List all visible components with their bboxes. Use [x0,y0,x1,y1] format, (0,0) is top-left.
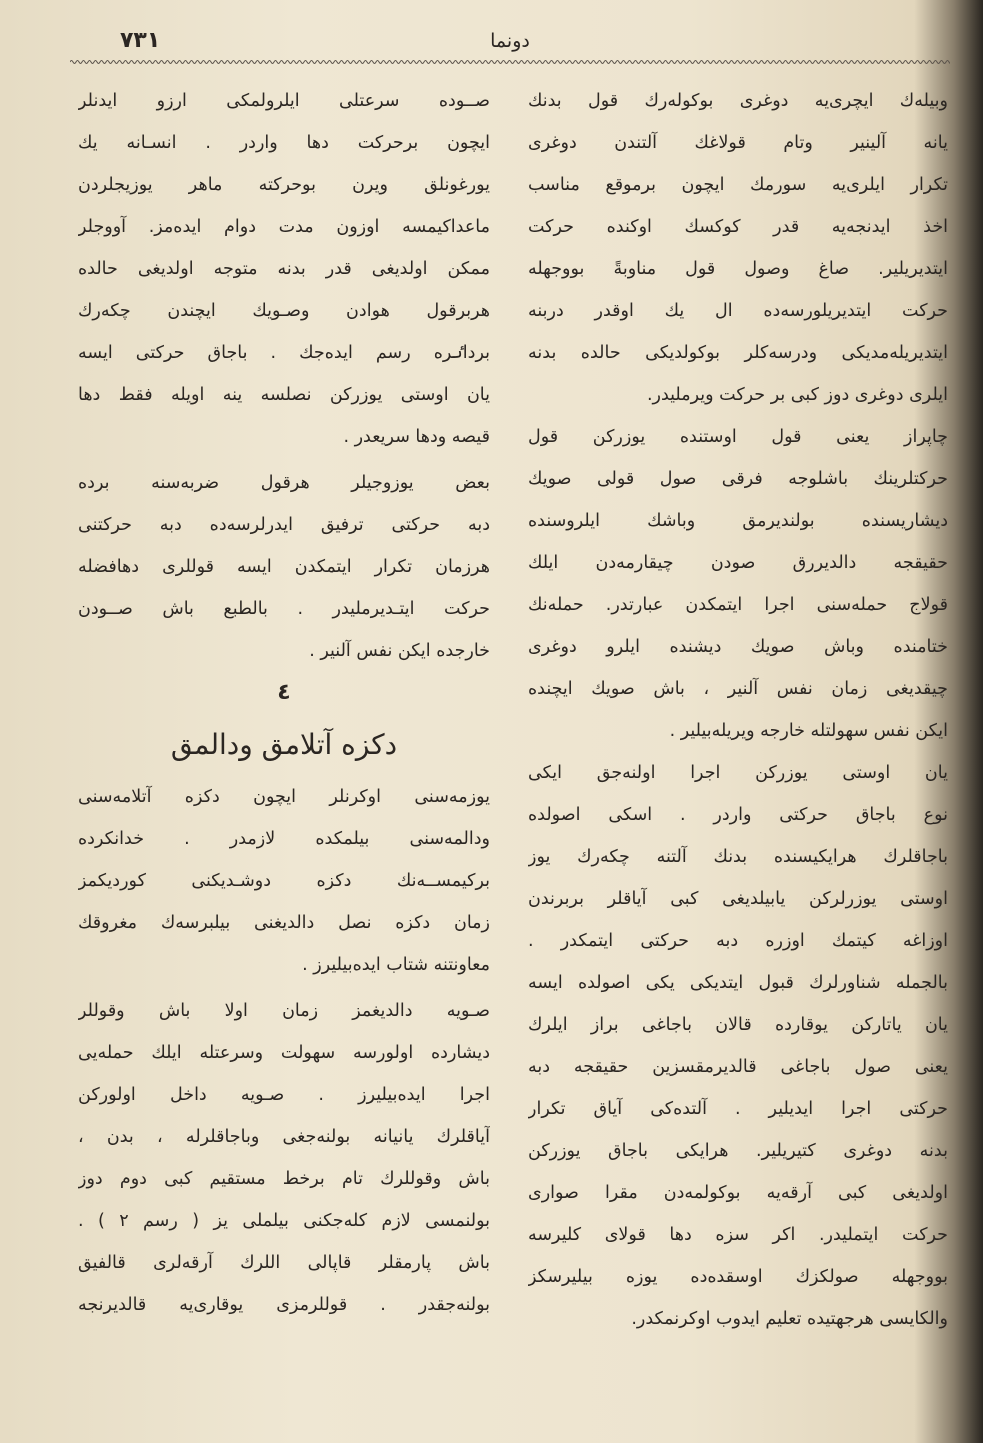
text-line: ايلرى دوغرى دوز كبى بر حركت ويرمليدر. [646,385,948,405]
text-line: معاونتنه شتاب ايده‌بيليرز . [302,955,490,975]
text-line: اوستى يوزرلركن يابيلديغى كبى آياقلر بربرندن [528,889,948,909]
text-line: هرزمان تكرار ايتمكدن ايسه قوللرى دهافضله [78,557,490,577]
text-line: برداٸره رسم ايده‌جك . باجاق حركتى ايسه [78,343,490,363]
text-line: آياقلرك يانيانه بولنه‌جغى وباجاقلرله ، بدن ، [78,1127,490,1147]
page-number: ۷۳۱ [120,28,161,53]
text-line: قولاج حمله‌سنى اجرا ايتمكدن عبارتدر. حمله‌نك [528,595,948,615]
section-heading: دكزه آتلامق ودالمق [170,728,398,761]
text-line: حقيقجه دالديررق صودن چيقارمه‌دن ايلك [528,553,948,573]
text-line: يوزمه‌سنى اوكرنلر ايچون دكزه آتلامه‌سنى [78,787,490,807]
text-line: حركت ايتديريلورسه‌ده ال يك اوقدر دربنه [528,301,948,321]
text-line: اولديغى كبى آرقه‌يه بوكولمه‌دن مقرا صوارى [528,1183,948,1203]
text-line: يان ياتاركن يوقارده قالان باجاغى براز ايلرك [528,1015,948,1035]
text-line: باش پارمقلر قاپالى اللرك آرقه‌لرى قالفيق [78,1253,490,1273]
text-line: بالجمله شناورلرك قبول ايتديكى يكى اصولده ايسه [528,973,948,993]
text-line: تكرار ايلرى‌يه سورمك ايچون برموقع مناسب [528,175,948,195]
text-line: بولنمسى لازم كله‌جكنى بيلملى يز ( رسم ٢ ) . [78,1211,490,1231]
left-column [78,80,490,1326]
text-line: يانه آلينير وتام قولاغك آلتندن دوغرى [528,133,948,153]
page-header [70,28,950,58]
header-wavy-rule [70,58,950,66]
text-line: ماعداكيمسه اوزون مدت دوام ايده‌مز. آووجلر [78,217,490,237]
text-line: بووجهله صولكزك اوسقده‌ده يوزه بيليرسكز [528,1267,948,1287]
text-line: ايچون برحركت دها واردر . انسـانه يك [78,133,490,153]
text-line: ديشارده اولورسه سهولت وسرعتله ايلك حمله‌يى [78,1043,490,1063]
text-line: يورغونلق ويرن بوحركته ماهر يوزيجلردن [78,175,490,195]
text-line: قيصه ودها سريعدر . [343,427,490,447]
text-line: ايكن نفس سهولتله خارجه ويريله‌بيلير . [669,721,948,741]
text-line: يعنى صول باجاغى قالديرمقسزين حقيقجه دبه [528,1057,948,1077]
text-line: يان اوستى يوزركن اجرا اولنه‌جق ايكى [528,763,948,783]
text-line: اخذ ايدنجه‌يه قدر كوكسك اوكنده حركت [528,217,948,237]
text-line: وبيله‌ك ايچرى‌يه دوغرى بوكوله‌رك قول بدنك [528,91,948,111]
text-line: اجرا ايده‌بيليرز . صـويه داخل اولوركن [78,1085,490,1105]
text-line: يان اوستى يوزركن نصلسه ينه اويله فقط دها [78,385,490,405]
text-line: باجاقلرك هرايكيسنده بدنك آلتنه چكه‌رك يوز [528,847,948,867]
text-line: باش وقوللرك تام برخط مستقيم كبى دوم دوز [78,1169,490,1189]
right-column [528,80,948,1340]
text-line: هربرقول هوادن وصـويك ايچندن چكه‌رك [78,301,490,321]
text-line: ودالمه‌سنى بيلمكده لازمدر . خدانكرده [78,829,490,849]
text-line: ايتديريلير. صاغ وصول قول مناوبةً بووجهله [528,259,948,279]
text-line: چيقديغى زمان نفس آلنير ، باش صويك ايچنده [528,679,948,699]
text-line: ممكن اولديغى قدر بدنه متوجه اولديغى حالده [78,259,490,279]
running-title: دونما [490,30,530,52]
text-line: ديشاريسنده بولنديرمق وباشك ايلروسنده [528,511,948,531]
text-line: ايتديريله‌مديكى ودرسه‌كلر بوكولديكى حالده بدنه [528,343,948,363]
text-line: حركت ايتـديرمليدر . بالطبع باش صــودن [78,599,490,619]
text-line: بدنه دوغرى كتيريلير. هرايكى باجاق يوزركن [528,1141,948,1161]
section-number: ٤ [277,680,291,705]
text-line: دبه حركتى ترفيق ايدرلرسه‌ده دبه حركتنى [78,515,490,535]
text-line: زمان دكزه نصل دالديغنى بيلبرسه‌ك مغروقك [78,913,490,933]
text-line: بولنه‌جقدر . قوللرمزى يوقارى‌يه قالديرنجه [78,1295,490,1315]
text-line: حركتى اجرا ايديلير . آلتده‌كى آياق تكرار [528,1099,948,1119]
text-line: خارجده ايكن نفس آلنير . [309,641,490,661]
text-line: والكايسى هرجهتيده تعليم ايدوب اوكرنمكدر. [631,1309,948,1329]
text-line: نوع باجاق حركتى واردر . اسكى اصولده [528,805,948,825]
text-line: ختامنده وباش صويك ديشنده ايلرو دوغرى [528,637,948,657]
text-line: صـويه دالديغمز زمان اولا باش وقوللر [78,1001,490,1021]
text-line: اوزاغه كيتمك اوزره دبه حركتى ايتمكدر . [528,931,948,951]
text-line: حركتلرينك باشلوجه فرقى صول قولى صويك [528,469,948,489]
text-line: بعض يوزوجيلر هرقول ضربه‌سنه برده [78,473,490,493]
text-line: حركت ايتمليدر. اكر سزه دها قولاى كليرسه [528,1225,948,1245]
text-line: بركيمســه‌نك دكزه دوشـديكنى كورديكمز [78,871,490,891]
text-line: چاپراز يعنى قول اوستنده يوزركن قول [528,427,948,447]
text-line: صــوده سرعتلى ايلرولمكى ارزو ايدنلر [78,91,490,111]
